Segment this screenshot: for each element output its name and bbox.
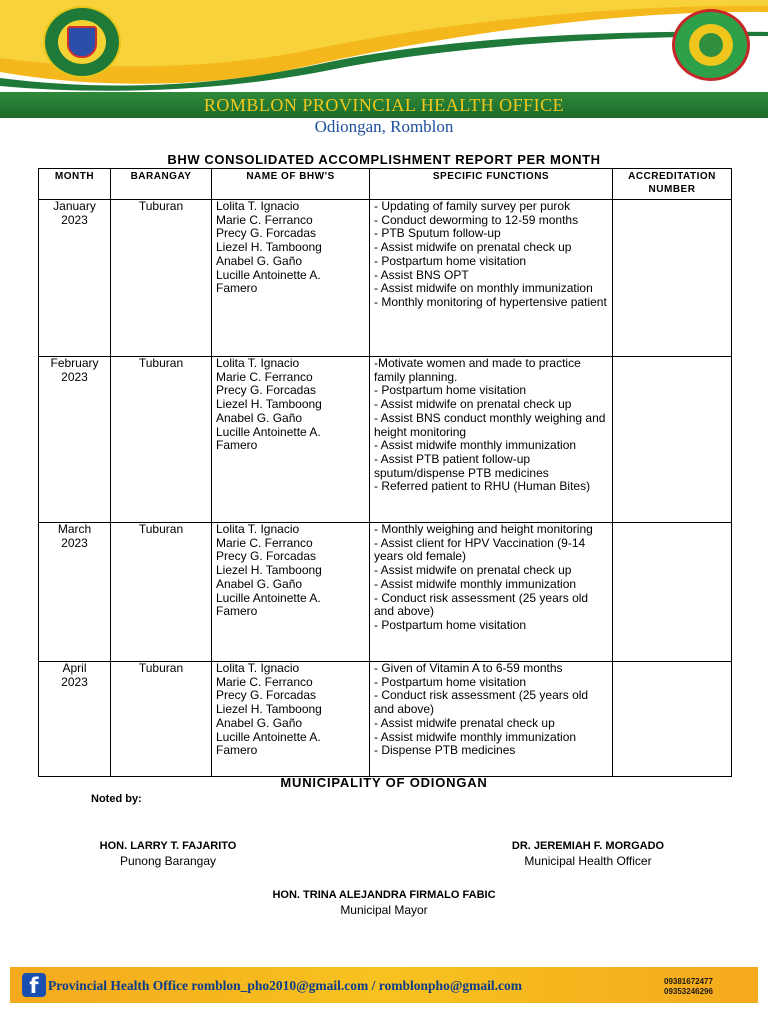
function-item: - Assist midwife on prenatal check up [374,240,572,255]
month-text: February [50,356,99,370]
month-cell [39,357,111,523]
functions-cell [370,662,613,777]
function-item: - Postpartum home visitation [374,674,527,689]
bhw-name: Precy G. Forcadas [216,549,317,564]
bhw-name: Precy G. Forcadas [216,226,317,241]
month-text: March [57,522,92,536]
signatory-health-officer [478,840,698,868]
function-item: - Given of Vitamin A to 6-59 months [374,661,563,675]
functions-cell [370,523,613,662]
municipality-heading: MUNICIPALITY OF ODIONGAN [280,775,488,790]
table-body [39,200,732,777]
footer-contact: Provincial Health Office romblon_pho2010@gmail.com / romblonpho@gmail.com [48,978,522,993]
function-item: - Conduct risk assessment (25 years old and above) [374,688,589,717]
function-item: - Assist midwife monthly immunization [374,576,577,591]
function-item: - Referred patient to RHU (Human Bites) [374,479,591,494]
month-cell [39,662,111,777]
table-row [39,357,732,523]
column-header-barangay: BARANGAY [111,169,212,200]
province-of-romblon-seal-icon [672,9,750,81]
function-item: - PTB Sputum follow-up [374,226,501,241]
provincial-health-office-seal-icon [43,6,121,78]
functions-cell [370,357,613,523]
office-location: Odiongan, Romblon [314,117,454,136]
signatory-name: HON. TRINA ALEJANDRA FIRMALO FABIC [272,889,496,901]
month-cell [39,200,111,357]
function-item: - Assist midwife on monthly immunization [374,281,593,296]
footer-bar [10,967,758,1003]
bhw-name: Anabel G. Gaño [216,715,303,730]
bhw-name: Liezel H. Tamboong [216,397,322,412]
function-item: - Assist client for HPV Vaccination (9-14 years old female) [374,535,586,564]
bhw-name: Anabel G. Gaño [216,576,303,591]
signatory-position: Punong Barangay [119,854,217,868]
bhw-name: Lucille Antoinette A. [216,590,321,605]
function-item: - Postpartum home visitation [374,253,527,268]
bhw-name: Marie C. Ferranco [216,212,313,227]
table-row [39,662,732,777]
bhw-name: Famero [216,604,258,619]
bhw-name: Lucille Antoinette A. [216,424,321,439]
function-item: - Dispense PTB medicines [374,743,516,758]
month-text: 2023 [61,535,88,550]
signatory-position: Municipal Health Officer [524,854,652,868]
bhw-names-cell [212,357,370,523]
function-item: - Assist BNS OPT [374,267,469,282]
barangay-text: Tuburan [138,199,184,213]
letterhead [0,0,768,136]
phone-number: 09353246296 [664,987,713,996]
function-item: - Conduct deworming to 12-59 months [374,212,579,227]
barangay-text: Tuburan [138,356,184,370]
function-item: - Assist midwife monthly immunization [374,438,577,453]
bhw-name: Famero [216,743,258,758]
bhw-name: Lucille Antoinette A. [216,729,321,744]
bhw-name: Famero [216,438,258,453]
signatory-name: DR. JEREMIAH F. MORGADO [511,840,665,852]
function-item: - Updating of family survey per purok [374,199,571,213]
barangay-cell [111,523,212,662]
bhw-name: Precy G. Forcadas [216,688,317,703]
accreditation-cell [613,662,732,777]
month-cell [39,523,111,662]
function-item: - Assist PTB patient follow-up sputum/dispense PTB medicines [374,451,549,480]
bhw-name: Liezel H. Tamboong [216,563,322,578]
bhw-names-cell [212,200,370,357]
bhw-name: Famero [216,281,258,296]
noted-by-label: Noted by: [91,793,142,805]
function-item: - Monthly weighing and height monitoring [374,522,593,536]
month-text: 2023 [61,369,88,384]
bhw-name: Lolita T. Ignacio [216,356,300,370]
function-item: - Conduct risk assessment (25 years old and above) [374,590,589,619]
barangay-cell [111,200,212,357]
accreditation-cell [613,200,732,357]
bhw-names-cell [212,662,370,777]
bhw-name: Anabel G. Gaño [216,253,303,268]
bhw-name: Marie C. Ferranco [216,674,313,689]
bhw-name: Liezel H. Tamboong [216,240,322,255]
bhw-name: Lolita T. Ignacio [216,661,300,675]
function-item: - Postpartum home visitation [374,617,527,632]
barangay-cell [111,357,212,523]
column-header-month: MONTH [39,169,111,200]
table-header-row [39,169,732,200]
report-title: BHW CONSOLIDATED ACCOMPLISHMENT REPORT PER MONTH [167,152,601,167]
bhw-name: Lolita T. Ignacio [216,199,300,213]
function-item: - Assist midwife on prenatal check up [374,397,572,412]
column-header-functions: SPECIFIC FUNCTIONS [370,169,613,200]
bhw-names-cell [212,523,370,662]
phone-number: 09381672477 [664,977,713,986]
function-item: - Assist midwife on prenatal check up [374,563,572,578]
month-text: 2023 [61,674,88,689]
accreditation-cell [613,357,732,523]
function-item: - Assist BNS conduct monthly weighing and height monitoring [374,410,606,439]
month-text: April [62,661,87,675]
column-header-names: NAME OF BHW'S [212,169,370,200]
month-text: January [53,199,96,213]
signatory-barangay [60,840,276,868]
table-row [39,200,732,357]
function-item: -Motivate women and made to practice family planning. [374,356,581,384]
functions-cell [370,200,613,357]
bhw-name: Precy G. Forcadas [216,383,317,398]
accreditation-cell [613,523,732,662]
barangay-text: Tuburan [138,522,184,536]
signatory-mayor [220,889,548,917]
table-row [39,523,732,662]
function-item: - Monthly monitoring of hypertensive patient [374,294,607,309]
barangay-cell [111,662,212,777]
function-item: - Assist midwife prenatal check up [374,715,555,730]
bhw-name: Lucille Antoinette A. [216,267,321,282]
bhw-name: Liezel H. Tamboong [216,702,322,717]
accomplishment-table [38,168,732,777]
facebook-icon: f [22,973,46,997]
barangay-text: Tuburan [138,661,184,675]
bhw-name: Marie C. Ferranco [216,369,313,384]
column-header-accreditation: ACCREDITATION NUMBER [613,169,732,200]
office-name: ROMBLON PROVINCIAL HEALTH OFFICE [203,95,565,115]
bhw-name: Marie C. Ferranco [216,535,313,550]
bhw-name: Lolita T. Ignacio [216,522,300,536]
function-item: - Postpartum home visitation [374,383,527,398]
signatory-name: HON. LARRY T. FAJARITO [99,840,237,852]
month-text: 2023 [61,212,88,227]
function-item: - Assist midwife monthly immunization [374,729,577,744]
signatory-position: Municipal Mayor [340,903,428,917]
bhw-name: Anabel G. Gaño [216,410,303,425]
footer-phones [664,977,713,997]
